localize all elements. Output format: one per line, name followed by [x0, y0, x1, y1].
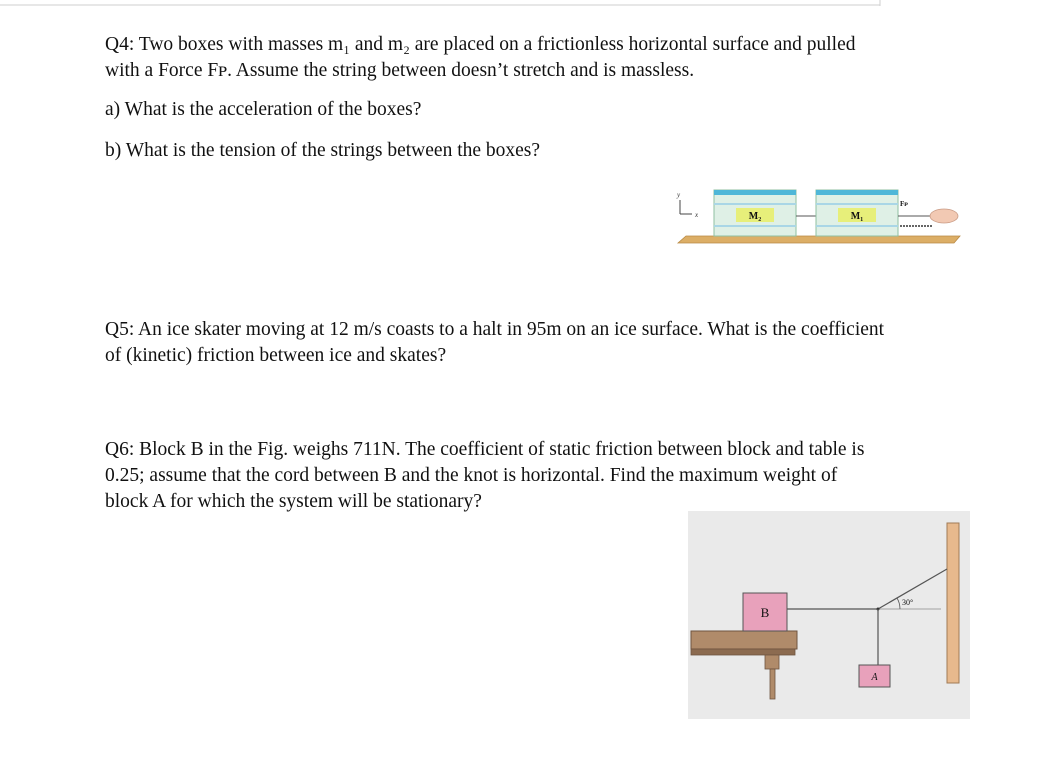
box-m2-label: M₂	[748, 211, 762, 222]
block-b-label: B	[760, 605, 770, 620]
figure-background	[688, 511, 970, 719]
angle-label: 30°	[902, 598, 914, 607]
force-label: Fᴘ	[900, 200, 908, 208]
hand-icon	[930, 209, 958, 223]
q4-part-a: a) What is the acceleration of the boxes?	[105, 99, 422, 120]
block-a	[859, 665, 890, 687]
q4-part-b: b) What is the tension of the strings between the boxes?	[105, 140, 541, 161]
box-m2	[714, 190, 796, 236]
q6-question	[105, 437, 969, 515]
q5-line-2: of (kinetic) friction between ice and skates?	[105, 345, 447, 366]
box-m1	[816, 190, 898, 236]
axis-y-label: y	[677, 191, 681, 199]
q5-line-1: Q5: An ice skater moving at 12 m/s coasts to a halt in 95m on an ice surface. What is the coefficient	[105, 319, 885, 340]
box-m1-label: M₁	[850, 211, 864, 222]
top-border	[0, 0, 1050, 8]
q5-question	[105, 317, 969, 369]
block-b	[743, 593, 787, 631]
q4-boxes-figure	[670, 186, 962, 248]
frictionless-surface	[678, 236, 960, 243]
q6-line-3: block A for which the system will be stationary?	[105, 491, 482, 512]
q6-figure	[688, 511, 970, 719]
q4-question	[105, 32, 969, 84]
axis-x-label: x	[695, 211, 699, 219]
wall	[947, 523, 959, 683]
axes-icon	[676, 191, 699, 219]
q4-line-1: Q4: Two boxes with masses m₁ and m₂ are placed on a frictionless horizontal surface and pulled	[105, 34, 856, 55]
block-a-label: A	[871, 672, 878, 683]
q6-line-1: Q6: Block B in the Fig. weighs 711N. The coefficient of static friction between block and table is	[105, 439, 865, 460]
q4-line-2: with a Force Fᴘ. Assume the string between doesn’t stretch and is massless.	[105, 60, 695, 81]
q6-line-2: 0.25; assume that the cord between B and the knot is horizontal. Find the maximum weight of	[105, 465, 838, 486]
